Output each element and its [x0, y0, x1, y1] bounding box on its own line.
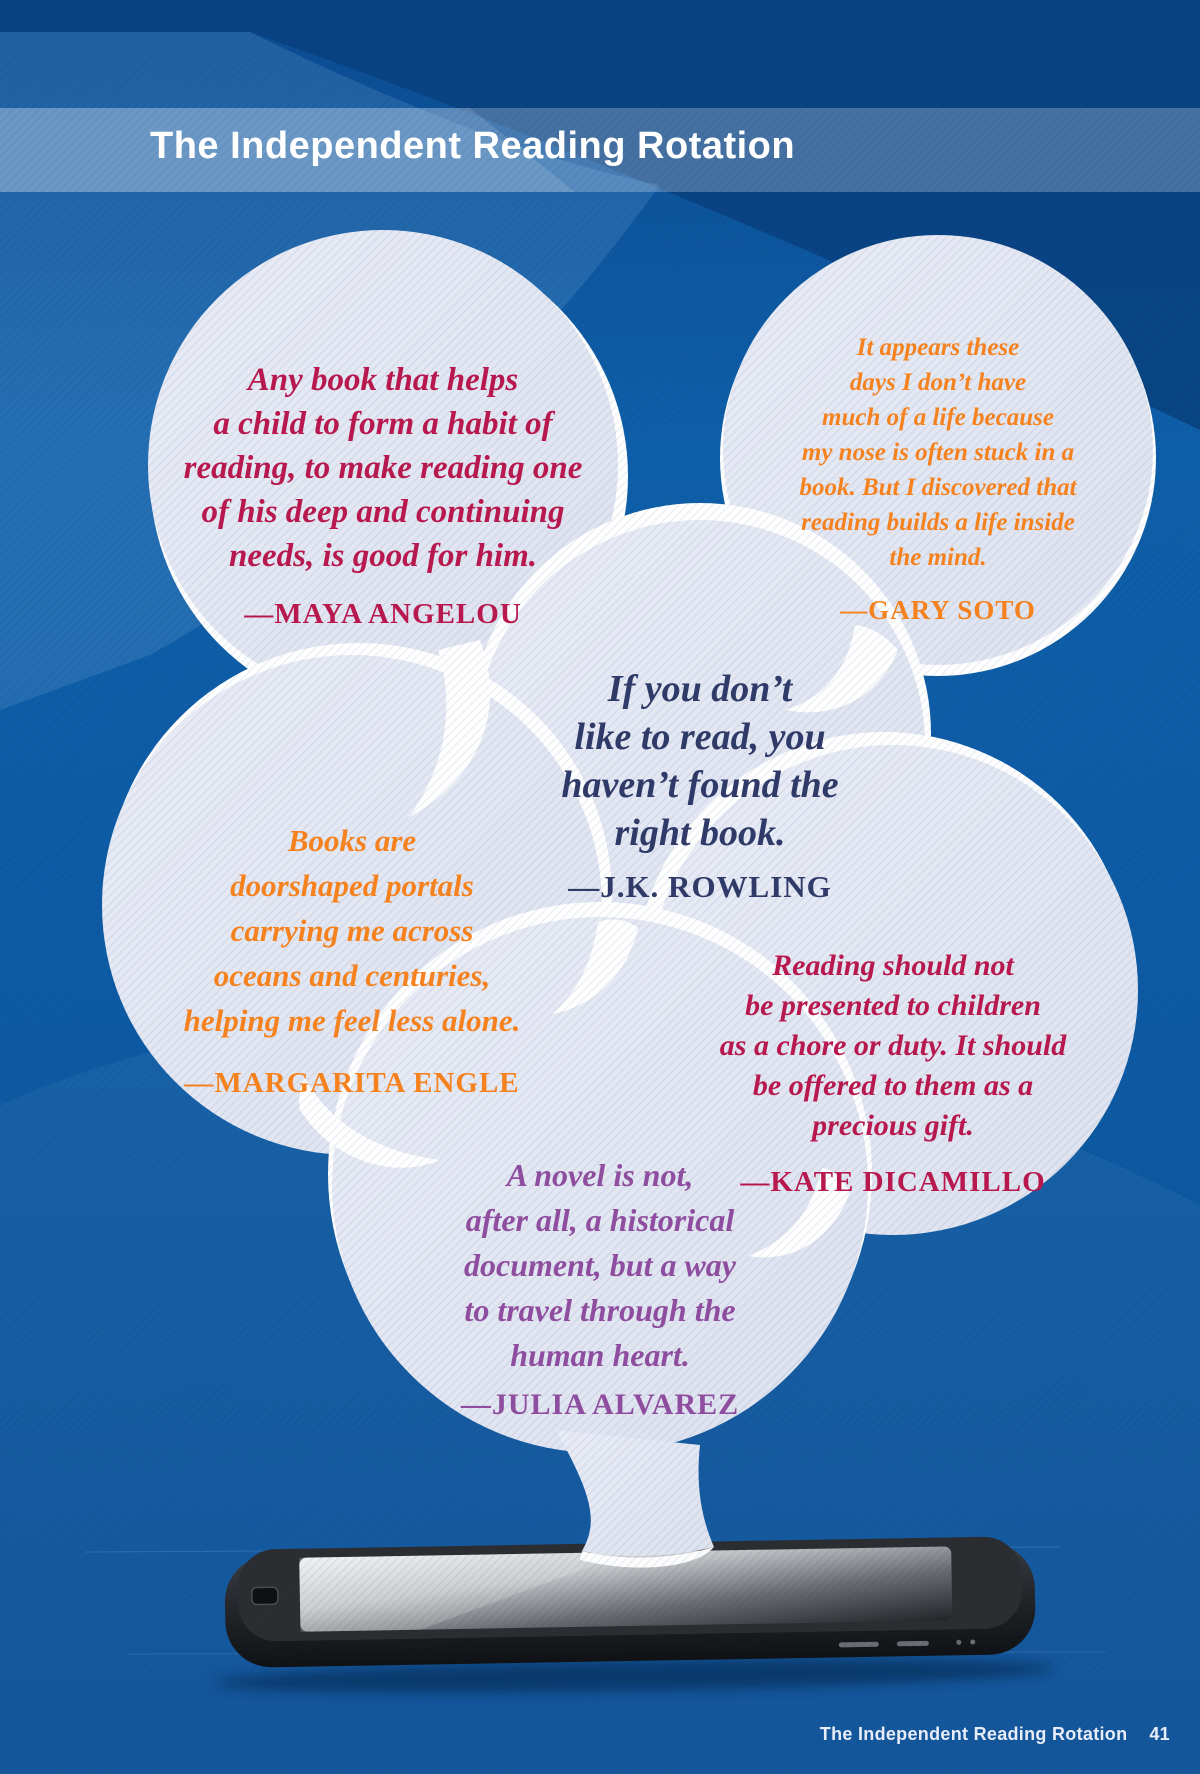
quote-line: as a chore or duty. It should: [719, 1029, 1067, 1062]
quote-attribution: —MAYA ANGELOU: [244, 598, 522, 630]
quote-line: Reading should not: [772, 949, 1014, 982]
quote-line: book. But I discovered that: [799, 474, 1077, 501]
quote-line: be presented to children: [745, 989, 1041, 1022]
quote-line: If you don’t: [607, 668, 793, 710]
quote-line: carrying me across: [230, 913, 474, 948]
quote-attribution: —J.K. ROWLING: [568, 869, 832, 904]
page-footer: [820, 1724, 1170, 1745]
quote-line: needs, is good for him.: [228, 538, 538, 574]
quote-line: document, but a way: [463, 1247, 736, 1283]
quote-line: doorshaped portals: [230, 868, 474, 903]
quote-line: haven’t found the: [561, 764, 839, 806]
quote-line: my nose is often stuck in a: [801, 439, 1075, 466]
quote-line: Books are: [287, 823, 417, 858]
quote-text: [385, 1153, 815, 1378]
quote-line: Any book that helps: [247, 362, 519, 398]
quote-line: human heart.: [510, 1337, 690, 1373]
footer-title: The Independent Reading Rotation: [819, 1724, 1128, 1744]
quote-margarita-engle: [117, 818, 587, 1106]
page-number: 41: [1149, 1724, 1170, 1744]
quote-line: the mind.: [889, 544, 987, 571]
quote-line: It appears these: [856, 334, 1020, 361]
quote-maya-angelou: [133, 358, 633, 636]
quote-line: much of a life because: [822, 404, 1054, 431]
quote-text: [658, 946, 1128, 1146]
quote-line: reading, to make reading one: [183, 450, 583, 486]
quote-attribution: —KATE DICAMILLO: [740, 1166, 1046, 1198]
quote-line: right book.: [614, 812, 786, 854]
quote-line: helping me feel less alone.: [183, 1003, 521, 1038]
quote-line: days I don’t have: [849, 369, 1027, 396]
quote-text: [728, 330, 1148, 575]
quote-attribution: —JULIA ALVAREZ: [460, 1388, 740, 1421]
quote-julia-alvarez: [385, 1153, 815, 1427]
quote-attribution: —MARGARITA ENGLE: [184, 1067, 520, 1099]
quote-line: A novel is not,: [506, 1157, 694, 1193]
quote-line: precious gift.: [812, 1109, 974, 1142]
quote-line: reading builds a life inside: [801, 509, 1075, 536]
quote-text: [117, 818, 587, 1043]
quote-line: be offered to them as a: [752, 1069, 1034, 1102]
quote-line: of his deep and continuing: [201, 494, 565, 530]
quote-line: after all, a historical: [465, 1202, 735, 1238]
quote-line: to travel through the: [464, 1292, 736, 1328]
quote-line: like to read, you: [574, 716, 826, 758]
quote-text: [133, 358, 633, 578]
quote-line: a child to form a habit of: [213, 406, 553, 442]
quote-attribution: —GARY SOTO: [840, 595, 1036, 625]
quote-gary-soto: [728, 330, 1148, 628]
page-title: The Independent Reading Rotation: [150, 125, 796, 167]
quote-line: oceans and centuries,: [213, 958, 491, 993]
